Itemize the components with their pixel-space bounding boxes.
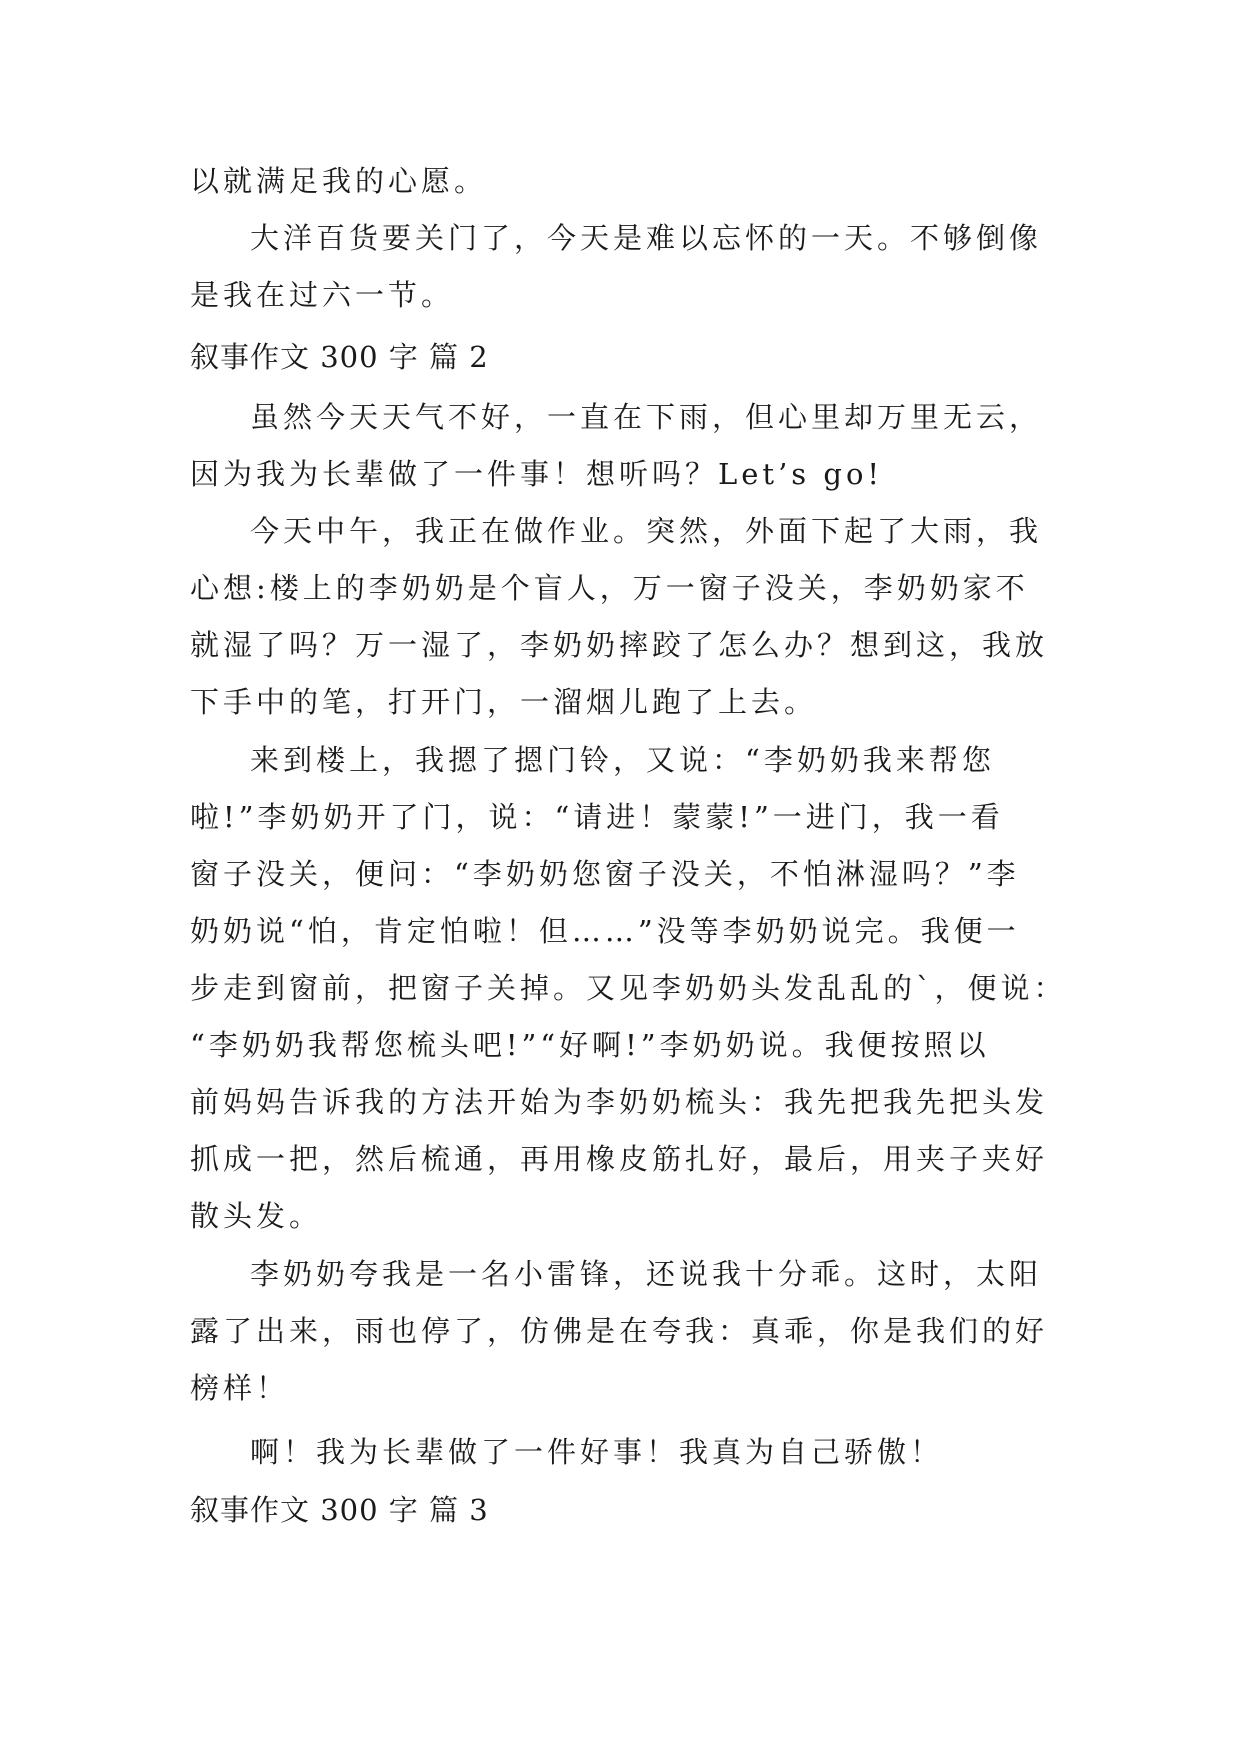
text-line: “李奶奶我帮您梳头吧!”“好啊!”李奶奶说。我便按照以 — [190, 1028, 990, 1062]
text-line: 今天中午，我正在做作业。突然，外面下起了大雨，我 — [250, 514, 1043, 548]
text-line: 来到楼上，我摁了摁门铃，又说：“李奶奶我来帮您 — [250, 743, 995, 777]
text-line: 就湿了吗？万一湿了，李奶奶摔跤了怎么办？想到这，我放 — [190, 628, 1049, 662]
text-line: 抓成一把，然后梳通，再用橡皮筋扎好，最后，用夹子夹好 — [190, 1142, 1049, 1176]
text-line: 奶奶说“怕，肯定怕啦！但……”没等李奶奶说完。我便一 — [190, 914, 1020, 948]
text-line: 是我在过六一节。 — [190, 278, 455, 312]
text-line: 下手中的笔，打开门，一溜烟儿跑了上去。 — [190, 685, 818, 719]
section-heading: 叙事作文 300 字 篇 2 — [190, 340, 489, 374]
section-heading: 叙事作文 300 字 篇 3 — [190, 1493, 489, 1527]
text-line: 李奶奶夸我是一名小雷锋，还说我十分乖。这时，太阳 — [250, 1257, 1043, 1291]
text-line: 大洋百货要关门了，今天是难以忘怀的一天。不够倒像 — [250, 221, 1043, 255]
text-line: 心想:楼上的李奶奶是个盲人，万一窗子没关，李奶奶家不 — [190, 571, 1029, 605]
text-line: 窗子没关，便问：“李奶奶您窗子没关，不怕淋湿吗？”李 — [190, 857, 1020, 891]
text-line: 露了出来，雨也停了，仿佛是在夸我：真乖，你是我们的好 — [190, 1314, 1049, 1348]
text-line: 以就满足我的心愿。 — [190, 164, 488, 198]
text-line: 因为我为长辈做了一件事！想听吗？Let’s go! — [190, 457, 884, 491]
text-line: 啦!”李奶奶开了门，说：“请进！蒙蒙!”一进门，我一看 — [190, 800, 1004, 834]
text-line: 前妈妈告诉我的方法开始为李奶奶梳头：我先把我先把头发 — [190, 1085, 1049, 1119]
text-line: 步走到窗前，把窗子关掉。又见李奶奶头发乱乱的`，便说： — [190, 971, 1067, 1005]
text-line: 榜样！ — [190, 1371, 290, 1405]
text-line: 啊！我为长辈做了一件好事！我真为自己骄傲！ — [250, 1435, 944, 1469]
text-line: 虽然今天天气不好，一直在下雨，但心里却万里无云， — [250, 400, 1043, 434]
text-line: 散头发。 — [190, 1199, 323, 1233]
